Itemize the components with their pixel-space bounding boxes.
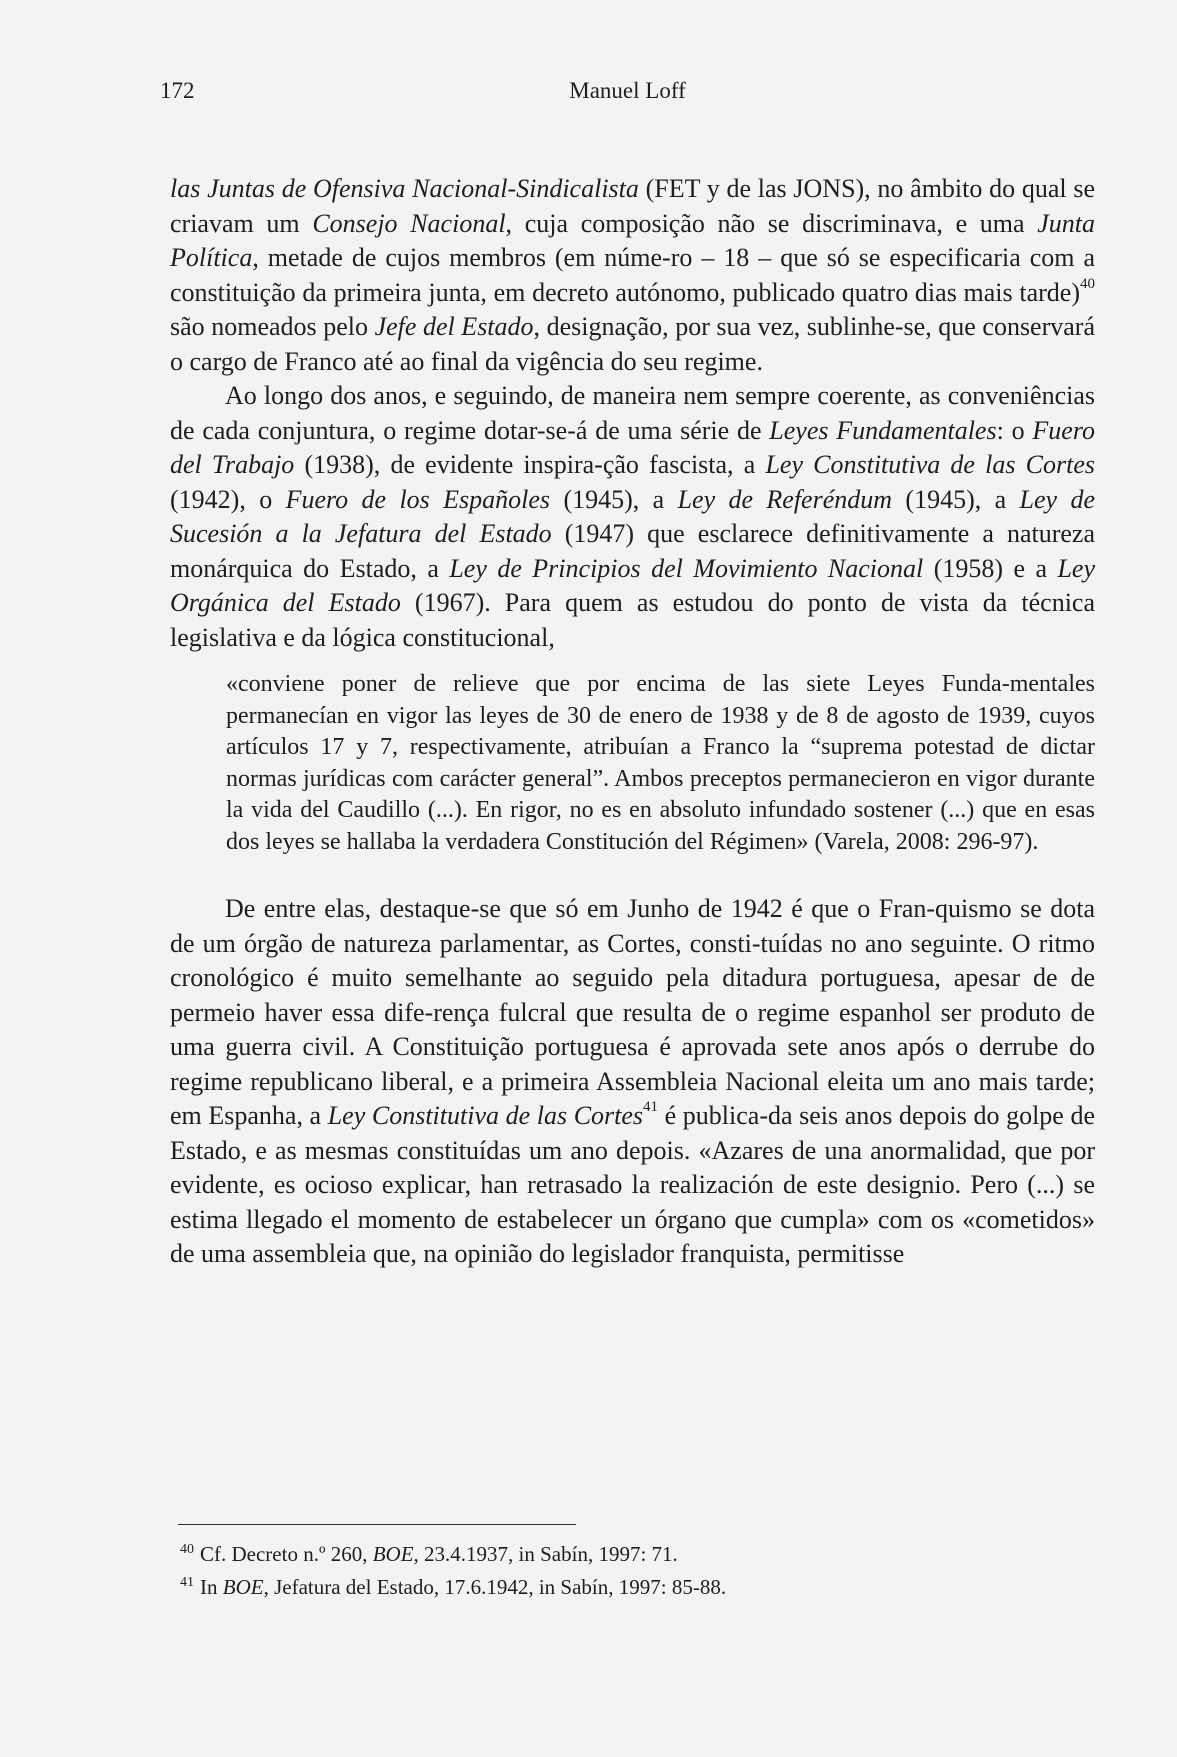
text-run: , 23.4.1937, in Sabín, 1997: 71. — [413, 1542, 678, 1566]
paragraph-3 — [170, 892, 1095, 1272]
italic-term: Ley Constitutiva de las Cortes — [327, 1101, 644, 1130]
italic-term: Ley de Referéndum — [677, 484, 893, 514]
text-run: , designação, por sua vez, sublinhe-se, que conservará o cargo de Franco até ao final da vigência do seu regime. — [170, 312, 1095, 376]
italic-term: Junta Política — [170, 208, 1095, 272]
text-run: , Jefatura del Estado, 17.6.1942, in Sabín, 1997: 85-88. — [263, 1575, 727, 1599]
italic-term: Fuero del Trabajo — [170, 415, 1095, 479]
text-run: (1942), o — [170, 484, 286, 514]
text-run: (FET y de las JONS), no âmbito do qual se criavam um — [170, 174, 1095, 238]
text-run: , cuja composição não se discriminava, e uma — [505, 208, 1038, 238]
italic-term: Consejo Nacional — [312, 208, 506, 238]
italic-term: Ley Orgánica del Estado — [170, 553, 1096, 617]
block-quote: «conviene poner de relieve que por encima de las siete Leyes Funda-mentales permanecían en vigor las leyes de 30 de enero de 1938 y de 8 de agosto de 1939, cuyos artículos 17 y 7, respectivamente, atribuían a Franco la “suprema potestad de dictar normas jurídicas com carácter general”. Ambos preceptos permanecieron en vigor durante la vida del Caudillo (...). En rigor, no es en absoluto infundado sostener (...) que en esas dos leyes se hallaba la verdadera Constitución del Régimen» (Varela, 2008: 296-97). — [226, 671, 1095, 855]
footnote-number: 40 — [180, 1542, 194, 1557]
text-run: Cf. Decreto n.º 260, — [200, 1542, 373, 1566]
body-text — [170, 172, 1095, 1272]
text-run: são nomeados pelo — [170, 312, 375, 341]
text-run: (1938), de evidente inspira-ção fascista, a — [294, 450, 766, 479]
text-run: (1967). Para quem as estudou do ponto de vista da técnica legislativa e da lógica constitucional, — [170, 588, 1095, 652]
footnote-number: 41 — [180, 1575, 194, 1590]
text-run: Ao longo dos anos, e seguindo, de maneira nem sempre coerente, as conveniências de cada conjuntura, o regime dotar-se-á de uma série de — [170, 381, 1095, 445]
paragraph-1 — [170, 172, 1095, 379]
text-run: In — [200, 1575, 223, 1599]
text-run: (1945), a — [550, 484, 678, 514]
page-number: 172 — [160, 78, 195, 103]
italic-term: BOE — [372, 1542, 414, 1566]
text-run: , metade de cujos membros (em núme-ro – 18 – que só se especificaria com a constituição da primeira junta, em decreto autónomo, publicado quatro dias mais tarde) — [170, 243, 1095, 307]
text-run: (1945), a — [892, 484, 1020, 514]
text-run: é publica-da seis anos depois do golpe de Estado, e as mesmas constituídas um ano depois. «Azares de una anormalidad, que por evidente, es ocioso explicar, han retrasado la realización de este designio. Pero (...) se estima llegado el momento de estabelecer un órgano que cumpla» com os «cometidos» de uma assembleia que, na opinião do legislador franquista, permitisse — [170, 1101, 1095, 1268]
page-header — [160, 78, 1095, 112]
paragraph-2 — [170, 379, 1095, 655]
italic-term: las Juntas de Ofensiva Nacional-Sindicalista — [170, 174, 639, 203]
text-run: : o — [996, 415, 1033, 445]
italic-term: Leyes Fundamentales — [769, 415, 997, 445]
italic-term: Ley Constitutiva de las Cortes — [765, 450, 1095, 479]
footnote-ref-41: 41 — [643, 1099, 659, 1116]
text-run: (1947) que esclarece definitivamente a natureza monárquica do Estado, a — [170, 519, 1096, 583]
italic-term: Ley de Principios del Movimiento Nacional — [449, 553, 924, 583]
italic-term: Ley de Sucesión a la Jefatura del Estado — [170, 484, 1095, 548]
italic-term: Jefe del Estado — [374, 312, 534, 341]
footnote-41 — [180, 1571, 1095, 1604]
running-head-author: Manuel Loff — [569, 78, 686, 103]
text-run: (1958) e a — [923, 553, 1058, 583]
footnotes — [180, 1538, 1095, 1604]
text-run: De entre elas, destaque-se que só em Junho de 1942 é que o Fran-quismo se dota de um órgão de natureza parlamentar, as Cortes, consti-tuídas no ano seguinte. O ritmo cronológico é muito semelhante ao seguido pela ditadura portuguesa, apesar de de permeio haver essa dife-rença fulcral que resulta de o regime espanhol ser produto de uma guerra civil. A Constituição portuguesa é aprovada sete anos após o derrube do regime republicano liberal, e a primeira Assembleia Nacional eleita um ano mais tarde; em Espanha, a — [170, 894, 1095, 1130]
italic-term: BOE — [222, 1575, 264, 1599]
footnote-divider — [178, 1524, 576, 1525]
italic-term: Fuero de los Españoles — [285, 484, 551, 514]
footnote-40 — [180, 1538, 1095, 1571]
footnote-ref-40: 40 — [1080, 275, 1095, 292]
